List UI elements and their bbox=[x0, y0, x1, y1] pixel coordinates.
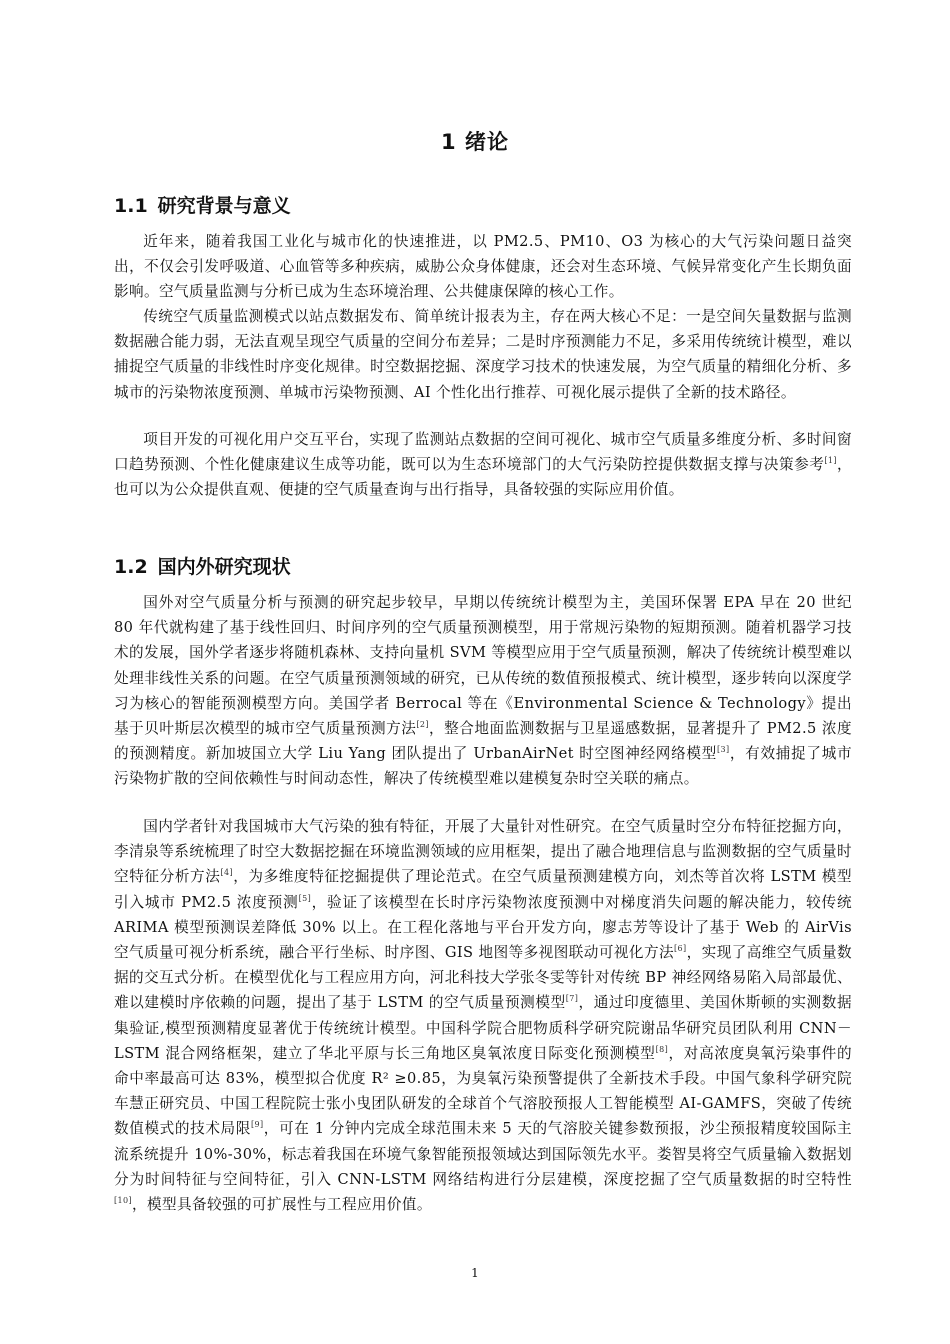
section-title-text: 国内外研究现状 bbox=[157, 556, 291, 578]
paragraph-text: ，有效捕捉了城市污染物扩散的空间依赖性与时间动态性，解决了传统模型难以建模复杂时空关联的痛点。 bbox=[114, 745, 852, 788]
paragraph-text: 国外对空气质量分析与预测的研究起步较早，早期以传统统计模型为主，美国环保署 EPA 早在 20 世纪 80 年代就构建了基于线性回归、时间序列的空气质量预测模型，用于常规污染物的短期预测。随着机器学习技术的发展，国外学者逐步将随机森林、支持向量机 SVM 等模型应用于空气质量预测，解决了传统统计模型难以处理非线性关系的问题。在空气质量预测领域的研究，已从传统的数值预报模式、统计模型，逐步转向以深度学习为核心的智能预测模型方向。美国学者 Berrocal 等在《Environmental Science & Technology》提出基于贝叶斯层次模型的城市空气质量预测方法 bbox=[114, 594, 852, 738]
citation-marker: [8] bbox=[655, 1044, 669, 1054]
section-heading-1-1 bbox=[114, 191, 291, 218]
citation-marker: [3] bbox=[717, 745, 730, 755]
citation-marker: [2] bbox=[416, 720, 429, 730]
paragraph-text: ，可在 1 分钟内完成全球范围未来 5 天的气溶胶关键参数预报，沙尘预报精度较国际主流系统提升 10%-30%，标志着我国在环境气象智能预报领域达到国际领先水平。娄智昊将空气质量输入数据划分为时间特征与空间特征，引入 CNN-LSTM 网络结构进行分层建模，深度挖掘了空气质量数据的时空特性 bbox=[114, 1120, 852, 1188]
citation-marker: [4] bbox=[220, 868, 233, 878]
paragraph bbox=[114, 427, 852, 503]
chapter-title: 1 绪论 bbox=[441, 130, 509, 154]
paragraph-text: ，对高浓度臭氧污染事件的命中率最高可达 83%，模型拟合优度 R² ≥0.85，为臭氧污染预警提供了全新技术手段。中国气象科学研究院车慧正研究员、中国工程院院士张小曳团队研发的全球首个气溶胶预报人工智能模型 AI-GAMFS，突破了传统数值模式的技术局限 bbox=[114, 1044, 852, 1138]
section-title-text: 研究背景与意义 bbox=[157, 195, 291, 217]
paragraph-text: 项目开发的可视化用户交互平台，实现了监测站点数据的空间可视化、城市空气质量多维度分析、多时间窗口趋势预测、个性化健康建议生成等功能，既可以为生态环境部门的大气污染防控提供数据支撑与决策参考 bbox=[114, 431, 852, 474]
paragraph-text: ，也可以为公众提供直观、便捷的空气质量查询与出行指导，具备较强的实际应用价值。 bbox=[114, 456, 852, 499]
citation-marker: [1] bbox=[824, 456, 837, 466]
section-number: 1.1 bbox=[114, 195, 148, 217]
citation-marker: [10] bbox=[114, 1196, 133, 1206]
paragraph bbox=[114, 590, 852, 792]
page-number: 1 bbox=[471, 1266, 479, 1280]
citation-marker: [7] bbox=[565, 994, 579, 1004]
citation-marker: [6] bbox=[674, 944, 687, 954]
paragraph-text: ，验证了该模型在长时序污染物浓度预测中对梯度消失问题的解决能力，较传统 ARIMA 模型预测误差降低 30% 以上。在工程化落地与平台开发方向，廖志芳等设计了基于 Web 的 AirVis 空气质量可视分析系统，融合平行坐标、时序图、GIS 地图等多视图联动可视化方法 bbox=[114, 893, 852, 962]
citation-marker: [9] bbox=[251, 1120, 264, 1130]
paragraph-text: 近年来，随着我国工业化与城市化的快速推进，以 PM2.5、PM10、O3 为核心的大气污染问题日益突出，不仅会引发呼吸道、心血管等多种疾病，威胁公众身体健康，还会对生态环境、气候异常变化产生长期负面影响。空气质量监测与分析已成为生态环境治理、公共健康保障的核心工作。 bbox=[114, 233, 852, 301]
paragraph-text: ，整合地面监测数据与卫星遥感数据，显著提升了 PM2.5 浓度的预测精度。新加坡国立大学 Liu Yang 团队提出了 UrbanAirNet 时空图神经网络模型 bbox=[114, 720, 852, 763]
citation-marker: [5] bbox=[298, 893, 312, 903]
paragraph-text: ，模型具备较强的可扩展性与工程应用价值。 bbox=[132, 1196, 432, 1214]
paragraph-text: ，为多维度特征挖掘提供了理论范式。在空气质量预测建模方向，刘杰等首次将 LSTM 模型引入城市 PM2.5 浓度预测 bbox=[114, 868, 852, 911]
paragraph bbox=[114, 814, 852, 1217]
section-heading-1-2 bbox=[114, 552, 291, 579]
paragraph-text: ，通过印度德里、美国休斯顿的实测数据集验证,模型预测精度显著优于传统统计模型。中国科学院合肥物质科学研究院谢品华研究员团队利用 CNN－LSTM 混合网络框架，建立了华北平原与长三角地区臭氧浓度日际变化预测模型 bbox=[114, 994, 853, 1062]
paragraph-text: 国内学者针对我国城市大气污染的独有特征，开展了大量针对性研究。在空气质量时空分布特征挖掘方向，李清泉等系统梳理了时空大数据挖掘在环境监测领域的应用框架，提出了融合地理信息与监测数据的空气质量时空特征分析方法 bbox=[114, 818, 852, 886]
section-number: 1.2 bbox=[114, 556, 148, 578]
paragraph-text: 传统空气质量监测模式以站点数据发布、简单统计报表为主，存在两大核心不足：一是空间矢量数据与监测数据融合能力弱，无法直观呈现空气质量的空间分布差异；二是时序预测能力不足，多采用传统统计模型，难以捕捉空气质量的非线性时序变化规律。时空数据挖掘、深度学习技术的快速发展，为空气质量的精细化分析、多城市的污染物浓度预测、单城市污染物预测、AI 个性化出行推荐、可视化展示提供了全新的技术路径。 bbox=[114, 308, 852, 401]
paragraph-text: ，实现了高维空气质量数据的交互式分析。在模型优化与工程应用方向，河北科技大学张冬雯等针对传统 BP 神经网络易陷入局部最优、难以建模时序依赖的问题，提出了基于 LSTM 的空气质量预测模型 bbox=[114, 944, 852, 1012]
paragraph bbox=[114, 304, 852, 405]
paragraph bbox=[114, 229, 852, 305]
